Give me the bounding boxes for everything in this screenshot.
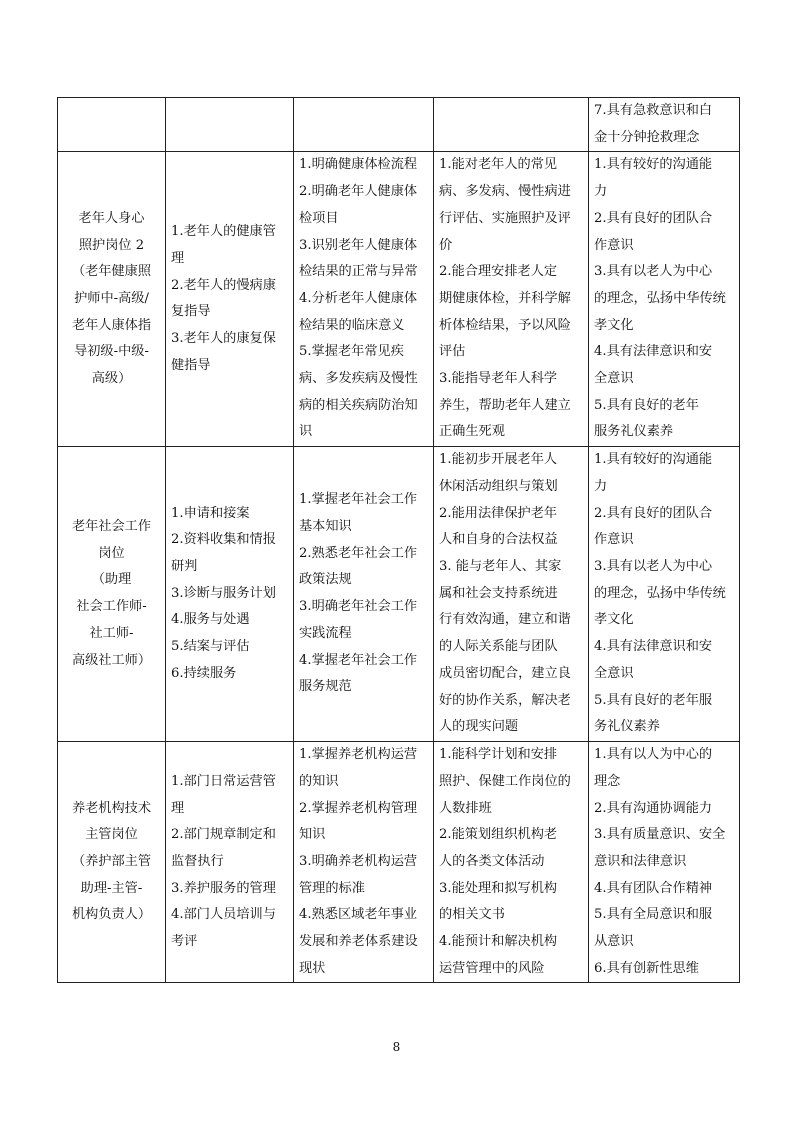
cell-text-line: 社会工作师- [76,599,147,615]
cell-text-line: 政策法规 [299,572,352,588]
cell-text-line: 1.申请和接案 [171,505,250,521]
cell-text-line: 实践流程 [299,625,352,641]
cell-text-line: 病、多发疾病及慢性 [299,371,418,387]
cell-text-line: 岗位 [98,545,125,561]
knowledge-cell [294,742,434,983]
cell-text-line: 5.掌握老年常见疾 [299,344,404,360]
cell-text-line: 3.明确养老机构运营 [299,853,418,869]
cell-text-line: 2.能用法律保护老年 [439,505,558,521]
work-task-cell [166,447,294,742]
cell-text-line: 从意识 [594,934,634,950]
cell-text-line: 高级） [91,371,132,387]
cell-text-line: 照护岗位 2 [78,237,145,253]
cell-text-line: 人的各类文体活动 [439,853,545,869]
quality-cell [589,447,740,742]
cell-text-line: 6.具有创新性思维 [594,960,699,976]
cell-text-line: 导初级-中级- [74,344,149,360]
cell-text-line: 4.服务与处遇 [171,612,250,628]
page-number: 8 [392,1040,401,1054]
cell-text-line: 的相关文书 [439,907,505,923]
cell-text-line: 作意识 [594,237,634,253]
cell-text-line: 老年社会工作 [71,519,152,535]
cell-text-line: 老年人身心 [78,210,145,226]
cell-text-line: 基本知识 [299,519,352,535]
knowledge-cell [294,447,434,742]
cell-text-line: 作意识 [594,532,634,548]
cell-text-line: 4.分析老年人健康体 [299,290,418,306]
cell-text-line: 1.具有较好的沟通能 [594,452,713,468]
cell-text-line: 2.能策划组织机构老 [439,827,558,843]
cell-text-line: 社工师- [89,625,134,641]
cell-text-line: 2.具有良好的团队合 [594,210,713,226]
cell-text-line: 2.熟悉老年社会工作 [299,545,418,561]
cell-text-line: 成员密切配合，建立良 [439,665,571,681]
cell-text-line: 照护、保健工作岗位的 [439,773,571,789]
table-row [58,98,740,152]
cell-text-line: 力 [594,478,608,494]
cell-text-line: 1.能科学计划和安排 [439,747,558,763]
cell-text-line: 研判 [171,559,198,575]
cell-text-line: 2.明确老年人健康体 [299,184,418,200]
cell-text-line: 3.能处理和拟写机构 [439,880,558,896]
cell-text-line: 2.老年人的慢病康 [171,277,276,293]
knowledge-cell [294,152,434,447]
cell-text-line: 的人际关系能与团队 [439,639,558,655]
cell-text-line: 正确生死观 [439,424,505,440]
table-row [58,447,740,742]
cell-text-line: 评估 [439,344,466,360]
cell-text-line: 行评估、实施照护及评 [439,210,571,226]
ability-cell [434,152,589,447]
cell-text-line: 4.能预计和解决机构 [439,934,558,950]
cell-text-line: 1.掌握老年社会工作 [299,492,418,508]
quality-cell [589,98,740,152]
cell-text-line: 老年人康体指 [71,317,152,333]
cell-text-line: 3.具有以老人为中心 [594,264,713,280]
table-row [58,742,740,983]
cell-text-line: 2.资料收集和情报 [171,532,276,548]
cell-text-line: （老年健康照 [71,264,152,280]
quality-cell [589,742,740,983]
cell-text-line: 4.具有法律意识和安 [594,639,713,655]
cell-text-line: 养生，帮助老年人建立 [439,397,571,413]
cell-text-line: 1.能初步开展老年人 [439,452,558,468]
cell-text-line: 考评 [171,934,198,950]
cell-text-line: 健指导 [171,357,211,373]
cell-text-line: 4.掌握老年社会工作 [299,652,418,668]
cell-text-line: 4.具有团队合作精神 [594,880,713,896]
cell-text-line: 高级社工师） [71,652,152,668]
cell-text-line: 养老机构技术 [71,800,152,816]
cell-text-line: 行有效沟通，建立和谐 [439,612,571,628]
cell-text-line: 检结果的临床意义 [299,317,405,333]
cell-text-line: 3.明确老年社会工作 [299,599,418,615]
cell-text-line: （养护部主管 [71,853,152,869]
cell-text-line: 3.识别老年人健康体 [299,237,418,253]
cell-text-line: 主管岗位 [85,827,138,843]
cell-text-line: 知识 [299,827,326,843]
cell-text-line: 全意识 [594,371,634,387]
cell-text-line: 服务礼仪素养 [594,424,674,440]
work-task-cell [166,98,294,152]
cell-text-line: 复指导 [171,304,211,320]
cell-text-line: 3.具有以老人为中心 [594,559,713,575]
cell-text-line: 发展和养老体系建设 [299,934,418,950]
ability-cell [434,98,589,152]
cell-text-line: 析体检结果，予以风险 [439,317,571,333]
cell-text-line: 检项目 [299,210,339,226]
cell-text-line: 5.具有良好的老年 [594,397,699,413]
knowledge-cell [294,98,434,152]
cell-text-line: 属和社会支持系统进 [439,585,558,601]
cell-text-line: 孝文化 [594,317,634,333]
cell-text-line: （助理 [91,572,132,588]
cell-text-line: 1.部门日常运营管 [171,773,276,789]
cell-text-line: 好的协作关系，解决老 [439,692,571,708]
cell-text-line: 人和自身的合法权益 [439,532,558,548]
cell-text-line: 2.掌握养老机构管理 [299,800,418,816]
cell-text-line: 人数排班 [439,800,492,816]
ability-cell [434,447,589,742]
cell-text-line: 的理念，弘扬中华传统 [594,290,726,306]
cell-text-line: 检结果的正常与异常 [299,264,418,280]
ability-cell [434,742,589,983]
cell-text-line: 孝文化 [594,612,634,628]
job-competency-table [57,97,740,983]
cell-text-line: 1.明确健康体检流程 [299,157,418,173]
cell-text-line: 机构负责人） [71,907,152,923]
cell-text-line: 4.部门人员培训与 [171,907,276,923]
cell-text-line: 7.具有急救意识和白 [594,103,713,118]
cell-text-line: 监督执行 [171,853,224,869]
cell-text-line: 2.能合理安排老人定 [439,264,558,280]
cell-text-line: 6.持续服务 [171,665,237,681]
cell-text-line: 休闲活动组织与策划 [439,478,558,494]
cell-text-line: 5.结案与评估 [171,639,250,655]
cell-text-line: 力 [594,184,608,200]
cell-text-line: 金十分钟抢救理念 [594,129,700,145]
cell-text-line: 4.具有法律意识和安 [594,344,713,360]
cell-text-line: 3.养护服务的管理 [171,880,276,896]
cell-text-line: 3. 能与老年人、其家 [439,559,562,575]
cell-text-line: 理 [171,800,185,816]
cell-text-line: 现状 [299,960,326,976]
work-task-cell [166,152,294,447]
position-cell [58,98,166,152]
cell-text-line: 期健康体检，并科学解 [439,290,571,306]
cell-text-line: 1.具有以人为中心的 [594,747,713,763]
cell-text-line: 2.具有沟通协调能力 [594,800,713,816]
work-task-cell [166,742,294,983]
cell-text-line: 理 [171,250,185,266]
cell-text-line: 的理念，弘扬中华传统 [594,585,726,601]
cell-text-line: 1.老年人的健康管 [171,224,276,240]
cell-text-line: 全意识 [594,665,634,681]
cell-text-line: 识 [299,424,313,440]
cell-text-line: 1.具有较好的沟通能 [594,157,713,173]
cell-text-line: 管理的标准 [299,880,365,896]
cell-text-line: 理念 [594,773,621,789]
cell-text-line: 3.具有质量意识、安全 [594,827,726,843]
cell-text-line: 3.老年人的康复保 [171,330,276,346]
cell-text-line: 3.能指导老年人科学 [439,371,558,387]
quality-cell [589,152,740,447]
cell-text-line: 病、多发病、慢性病进 [439,184,571,200]
cell-text-line: 4.熟悉区域老年事业 [299,907,418,923]
cell-text-line: 1.能对老年人的常见 [439,157,558,173]
cell-text-line: 5.具有良好的老年服 [594,692,713,708]
cell-text-line: 护师中-高级/ [74,290,149,306]
cell-text-line: 1.掌握养老机构运营 [299,747,418,763]
position-cell [58,152,166,447]
cell-text-line: 2.具有良好的团队合 [594,505,713,521]
cell-text-line: 助理-主管- [80,880,143,896]
cell-text-line: 3.诊断与服务计划 [171,585,276,601]
position-cell [58,447,166,742]
cell-text-line: 人的现实问题 [439,719,519,735]
cell-text-line: 价 [439,237,453,253]
cell-text-line: 服务规范 [299,679,352,695]
cell-text-line: 2.部门规章制定和 [171,827,276,843]
cell-text-line: 意识和法律意识 [594,853,687,869]
cell-text-line: 运营管理中的风险 [439,960,545,976]
cell-text-line: 5.具有全局意识和服 [594,907,713,923]
position-cell [58,742,166,983]
cell-text-line: 的知识 [299,773,339,789]
cell-text-line: 务礼仪素养 [594,719,660,735]
cell-text-line: 病的相关疾病防治知 [299,397,418,413]
table-row [58,152,740,447]
